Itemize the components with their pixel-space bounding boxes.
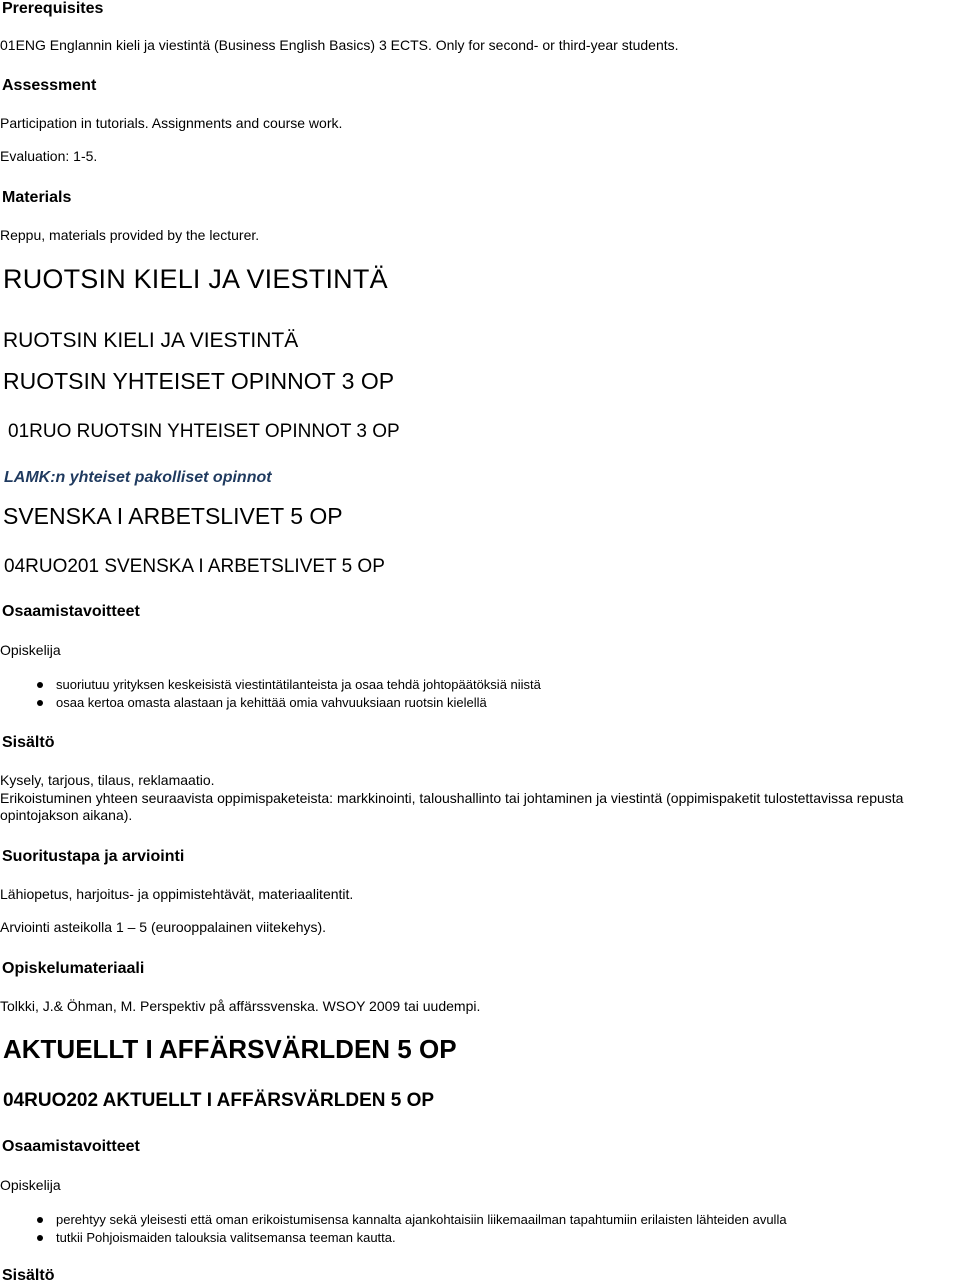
course-1-content-line-1: Kysely, tarjous, tilaus, reklamaatio. xyxy=(0,772,215,788)
list-item xyxy=(0,694,541,712)
course-1-material-heading: Opiskelumateriaali xyxy=(2,960,145,977)
assessment-heading: Assessment xyxy=(2,77,97,94)
bullet-icon xyxy=(37,700,43,706)
bullet-icon xyxy=(37,1235,43,1241)
course-1-method-line-1: Lähiopetus, harjoitus- ja oppimistehtävät, materiaalitentit. xyxy=(0,886,354,902)
course-1-content-line-3: opintojakson aikana). xyxy=(0,807,133,823)
course-2-title: AKTUELLT I AFFÄRSVÄRLDEN 5 OP xyxy=(3,1034,457,1064)
course-1-content-heading: Sisältö xyxy=(2,734,55,751)
assessment-line-1: Participation in tutorials. Assignments and course work. xyxy=(0,115,343,131)
materials-text: Reppu, materials provided by the lecturer. xyxy=(0,227,260,243)
course-2-code-title: 04RUO202 AKTUELLT I AFFÄRSVÄRLDEN 5 OP xyxy=(3,1090,435,1111)
bullet-icon xyxy=(37,682,43,688)
assessment-line-2: Evaluation: 1-5. xyxy=(0,148,98,164)
list-item xyxy=(0,676,541,694)
course-1-outcomes-heading: Osaamistavoitteet xyxy=(2,603,140,620)
course-2-student-label: Opiskelija xyxy=(0,1177,61,1193)
category-label: LAMK:n yhteiset pakolliset opinnot xyxy=(4,469,272,486)
course-1-title: SVENSKA I ARBETSLIVET 5 OP xyxy=(3,503,343,529)
course-1-method-heading: Suoritustapa ja arviointi xyxy=(2,848,185,865)
course-1-student-label: Opiskelija xyxy=(0,642,61,658)
course-1-content-line-2: Erikoistuminen yhteen seuraavista oppimispaketeista: markkinointi, taloushallinto tai johtaminen ja viestintä (oppimispaketit tulostettavissa repusta xyxy=(0,790,904,806)
course-1-outcome-1: suoriutuu yrityksen keskeisistä viestintätilanteista ja osaa tehdä johtopäätöksiä niistä xyxy=(56,677,541,692)
course-2-outcome-1: perehtyy sekä yleisesti että oman erikoistumisensa kannalta ajankohtaisiin liikemaailman tapahtumiin erilaisten lähteiden avulla xyxy=(56,1212,787,1227)
group-code-title: 01RUO RUOTSIN YHTEISET OPINNOT 3 OP xyxy=(8,421,400,442)
prerequisites-heading: Prerequisites xyxy=(2,0,104,17)
section-title-sub: RUOTSIN KIELI JA VIESTINTÄ xyxy=(3,329,299,352)
course-1-code-title: 04RUO201 SVENSKA I ARBETSLIVET 5 OP xyxy=(4,556,385,577)
materials-heading: Materials xyxy=(2,189,72,206)
list-item xyxy=(0,1229,787,1247)
prerequisites-text: 01ENG Englannin kieli ja viestintä (Business English Basics) 3 ECTS. Only for second- or third-year students. xyxy=(0,37,679,53)
bullet-icon xyxy=(37,1217,43,1223)
course-2-outcomes-heading: Osaamistavoitteet xyxy=(2,1138,140,1155)
course-2-outcome-2: tutkii Pohjoismaiden talouksia valitsemansa teeman kautta. xyxy=(56,1230,396,1245)
course-1-outcome-2: osaa kertoa omasta alastaan ja kehittää omia vahvuuksiaan ruotsin kielellä xyxy=(56,695,487,710)
course-2-content-heading: Sisältö xyxy=(2,1267,55,1284)
section-title-large: RUOTSIN KIELI JA VIESTINTÄ xyxy=(3,264,388,294)
course-1-outcomes-list xyxy=(0,676,541,712)
course-2-outcomes-list xyxy=(0,1211,787,1247)
course-1-material-text: Tolkki, J.& Öhman, M. Perspektiv på affärssvenska. WSOY 2009 tai uudempi. xyxy=(0,998,481,1014)
group-title: RUOTSIN YHTEISET OPINNOT 3 OP xyxy=(3,368,395,394)
list-item xyxy=(0,1211,787,1229)
course-1-method-line-2: Arviointi asteikolla 1 – 5 (eurooppalainen viitekehys). xyxy=(0,919,327,935)
